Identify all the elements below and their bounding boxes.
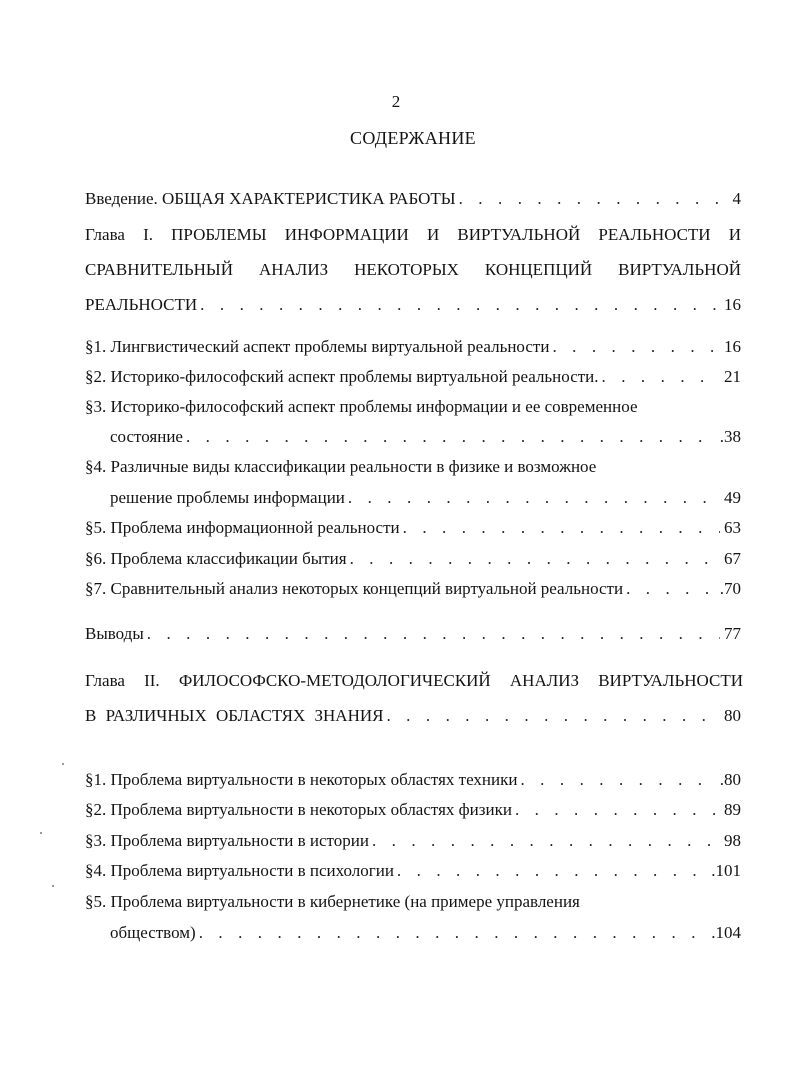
toc-entry-page: 63	[724, 518, 741, 537]
scan-speck	[62, 763, 64, 765]
toc-entry-page: .104	[711, 923, 741, 942]
toc-entry-text: §1. Лингвистический аспект проблемы виртуальной реальности	[85, 337, 550, 356]
toc-entry-page: .38	[719, 427, 741, 446]
toc-entry-text: §5. Проблема информационной реальности	[85, 518, 400, 537]
dot-leader	[348, 486, 720, 510]
toc-entry-page: 16	[724, 337, 741, 356]
dot-leader	[403, 516, 720, 540]
dot-leader	[552, 335, 720, 359]
dot-leader	[200, 293, 720, 317]
dot-leader	[350, 547, 720, 571]
dot-leader	[147, 622, 720, 646]
toc-entry-page: 98	[724, 831, 741, 850]
toc-entry-text: §4. Проблема виртуальности в психологии	[85, 861, 394, 880]
dot-leader	[397, 859, 707, 883]
toc-entry-page: 77	[724, 624, 741, 643]
chapter1-heading-line2: СРАВНИТЕЛЬНЫЙ АНАЛИЗ НЕКОТОРЫХ КОНЦЕПЦИЙ ВИРТУАЛЬНОЙ	[85, 260, 741, 279]
toc-entry-text: обществом)	[110, 923, 196, 942]
toc-entry-text: §1. Проблема виртуальности в некоторых областях техники	[85, 770, 518, 789]
toc-entry-page: 16	[724, 295, 741, 314]
toc-entry-page: 67	[724, 549, 741, 568]
toc-entry-page: .70	[719, 579, 741, 598]
toc-entry-conclusions	[85, 622, 741, 646]
dot-leader	[520, 768, 715, 792]
toc-entry-text: §6. Проблема классификации бытия	[85, 549, 347, 568]
toc-entry-page: 49	[724, 488, 741, 507]
scan-speck	[52, 885, 54, 887]
chapter1-heading-line3: РЕАЛЬНОСТИ	[85, 295, 198, 314]
dot-leader	[372, 829, 720, 853]
toc-entry-page: 4	[732, 189, 741, 208]
toc-entry-text: Введение. ОБЩАЯ ХАРАКТЕРИСТИКА РАБОТЫ	[85, 189, 456, 208]
toc-entry-ch2-s5-cont	[110, 921, 741, 945]
dot-leader	[602, 365, 720, 389]
toc-entry-text: решение проблемы информации	[110, 488, 345, 507]
toc-entry-page: .80	[719, 770, 741, 789]
scan-speck	[40, 832, 42, 834]
toc-entry-ch2-s4	[85, 859, 741, 883]
toc-entry-ch2-s1	[85, 768, 741, 792]
toc-entry-ch2-s2	[85, 798, 741, 822]
toc-entry-page: 89	[724, 800, 741, 819]
toc-entry-ch1-s5	[85, 516, 741, 540]
toc-entry-ch1-s4-cont	[110, 486, 741, 510]
toc-entry-page: 80	[724, 706, 741, 725]
dot-leader	[186, 425, 716, 449]
toc-entry-intro	[85, 187, 741, 211]
dot-leader	[626, 577, 716, 601]
toc-entry-page: 21	[724, 367, 741, 386]
dot-leader	[459, 187, 729, 211]
toc-entry-ch1-s2	[85, 365, 741, 389]
dot-leader	[386, 704, 720, 728]
chapter2-heading-line2: В РАЗЛИЧНЫХ ОБЛАСТЯХ ЗНАНИЯ	[85, 706, 384, 725]
toc-title: СОДЕРЖАНИЕ	[350, 128, 476, 148]
page-number: 2	[391, 92, 401, 111]
toc-entry-ch1-s3-cont	[110, 425, 741, 449]
toc-entry-ch1-s3: §3. Историко-философский аспект проблемы информации и ее современное	[85, 397, 638, 416]
toc-entry-ch2-s3	[85, 829, 741, 853]
dot-leader	[199, 921, 708, 945]
toc-entry-chapter1	[85, 293, 741, 317]
toc-entry-text: Выводы	[85, 624, 144, 643]
toc-entry-ch2-s5: §5. Проблема виртуальности в кибернетике (на примере управления	[85, 892, 580, 911]
toc-entry-text: §7. Сравнительный анализ некоторых концепций виртуальной реальности	[85, 579, 624, 598]
toc-entry-text: §3. Проблема виртуальности в истории	[85, 831, 369, 850]
toc-entry-ch1-s6	[85, 547, 741, 571]
toc-entry-chapter2	[85, 704, 741, 728]
toc-entry-page: .101	[711, 861, 741, 880]
toc-entry-text: §2. Проблема виртуальности в некоторых областях физики	[85, 800, 512, 819]
toc-entry-ch1-s4: §4. Различные виды классификации реальности в физике и возможное	[85, 457, 597, 476]
toc-entry-text: §2. Историко-философский аспект проблемы виртуальной реальности.	[85, 367, 599, 386]
dot-leader	[515, 798, 720, 822]
chapter1-heading-line1: Глава I. ПРОБЛЕМЫ ИНФОРМАЦИИ И ВИРТУАЛЬНОЙ РЕАЛЬНОСТИ И	[85, 225, 741, 244]
toc-entry-text: состояние	[110, 427, 183, 446]
toc-entry-ch1-s7	[85, 577, 741, 601]
chapter2-heading-line1: Глава II. ФИЛОСОФСКО-МЕТОДОЛОГИЧЕСКИЙ АНАЛИЗ ВИРТУАЛЬНОСТИ	[85, 671, 743, 690]
toc-entry-ch1-s1	[85, 335, 741, 359]
